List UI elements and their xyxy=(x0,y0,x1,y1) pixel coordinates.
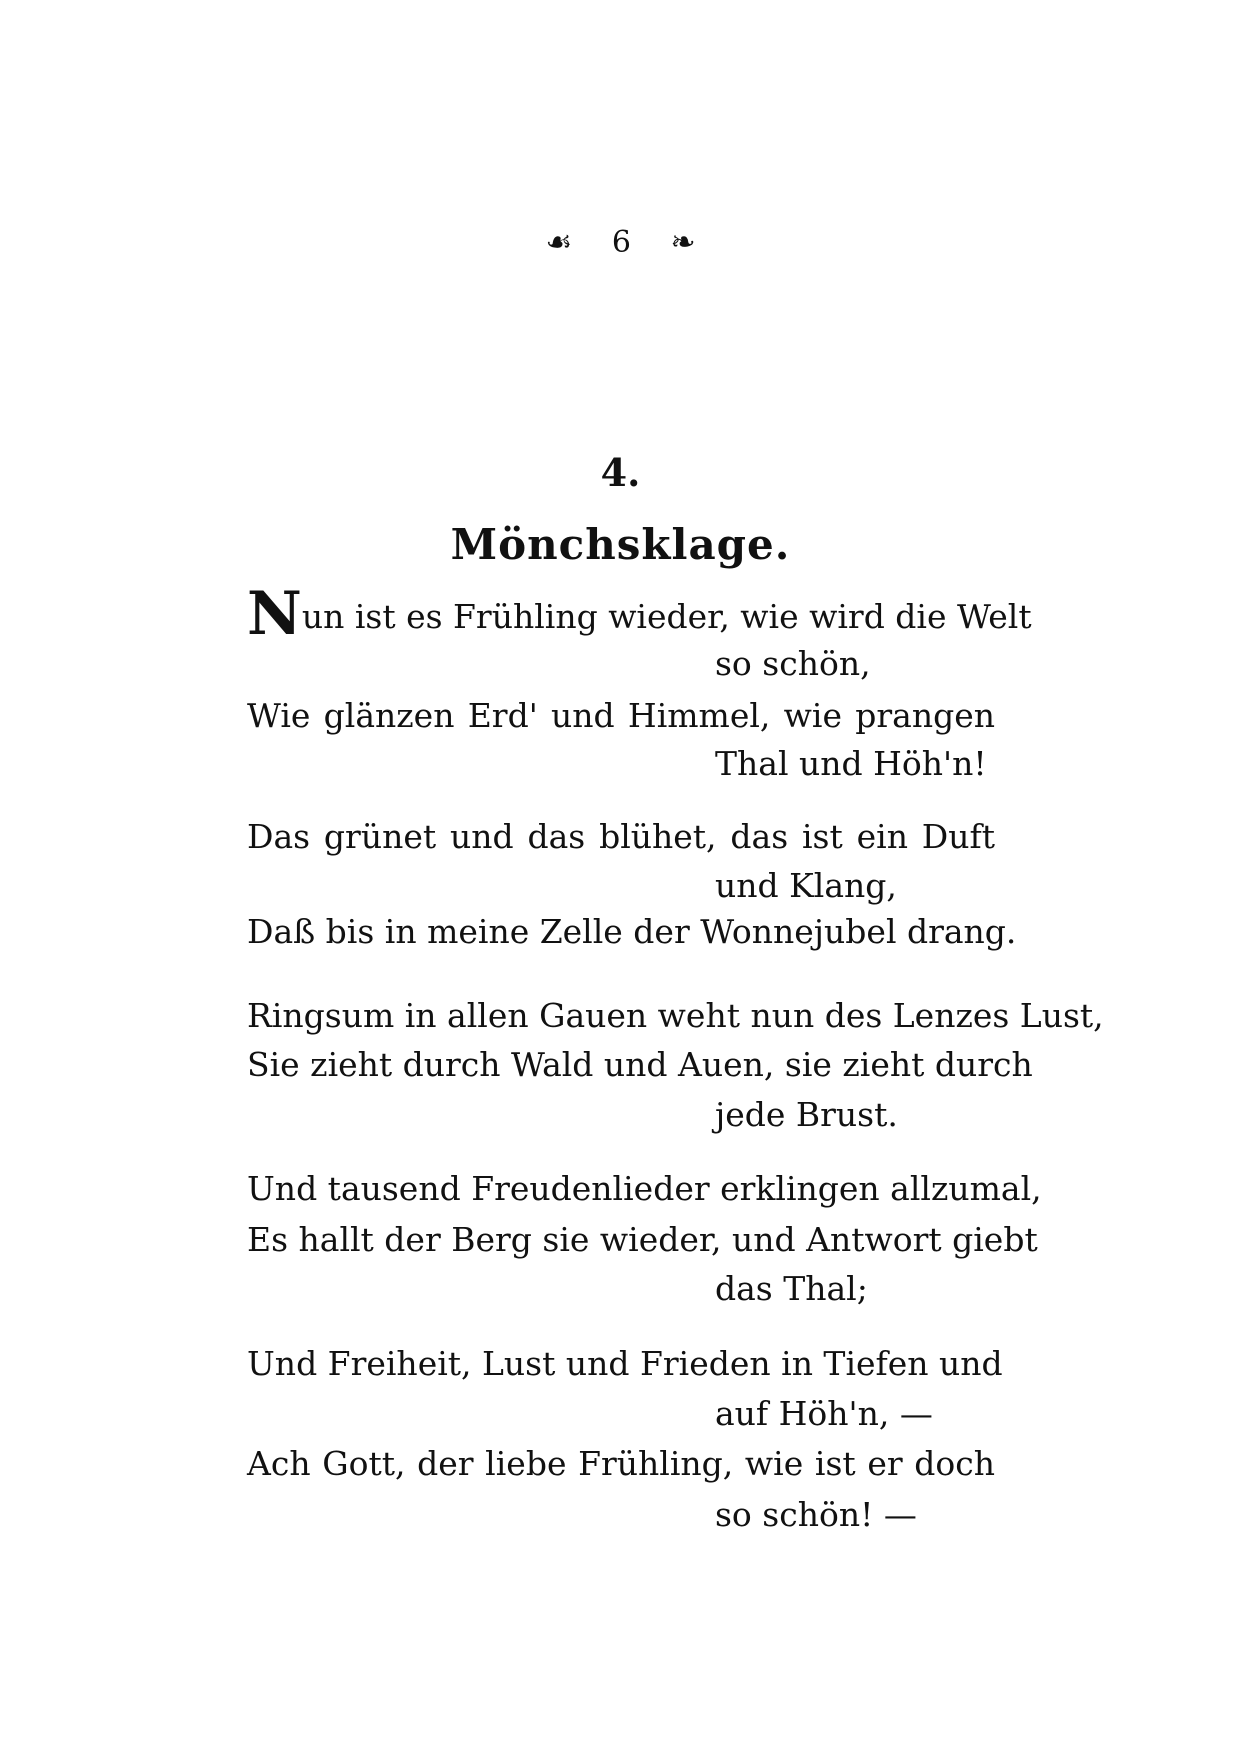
poem-line-continuation: so schön! — xyxy=(715,1495,917,1534)
poem-line-text: un ist es Frühling wieder, wie wird die Welt xyxy=(301,597,1032,636)
poem-line-continuation: und Klang, xyxy=(715,866,897,905)
ornament-right-icon: ❧ xyxy=(670,225,696,260)
poem-line: Daß bis in meine Zelle der Wonnejubel drang. xyxy=(247,912,1017,951)
poem-line: Ach Gott, der liebe Frühling, wie ist er doch xyxy=(247,1444,995,1483)
poem-line: Es hallt der Berg sie wieder, und Antwort giebt xyxy=(247,1220,1038,1259)
ornament-left-icon: ☙ xyxy=(545,225,573,260)
poem-number: 4. xyxy=(600,450,641,495)
poem-line: Das grünet und das blühet, das ist ein Duft xyxy=(247,817,995,856)
drop-cap: N xyxy=(247,579,302,649)
poem-line-continuation: so schön, xyxy=(715,644,871,683)
poem-line-continuation: jede Brust. xyxy=(715,1095,898,1134)
poem-title: Mönchsklage. xyxy=(450,520,791,569)
poem-line-continuation: das Thal; xyxy=(715,1269,868,1308)
poem-line xyxy=(247,579,1032,649)
poem-line: Sie zieht durch Wald und Auen, sie zieht durch xyxy=(247,1045,1033,1084)
poem-line: Und Freiheit, Lust und Frieden in Tiefen und xyxy=(247,1344,1003,1383)
poem-line: Ringsum in allen Gauen weht nun des Lenzes Lust, xyxy=(247,996,1104,1035)
poem-line-continuation: Thal und Höh'n! xyxy=(715,744,987,783)
page-number: 6 xyxy=(611,225,631,260)
page-header xyxy=(0,222,1241,263)
poem-line: Wie glänzen Erd' und Himmel, wie prangen xyxy=(247,696,995,735)
poem-line: Und tausend Freudenlieder erklingen allzumal, xyxy=(247,1169,1042,1208)
poem-line-continuation: auf Höh'n, — xyxy=(715,1394,933,1433)
